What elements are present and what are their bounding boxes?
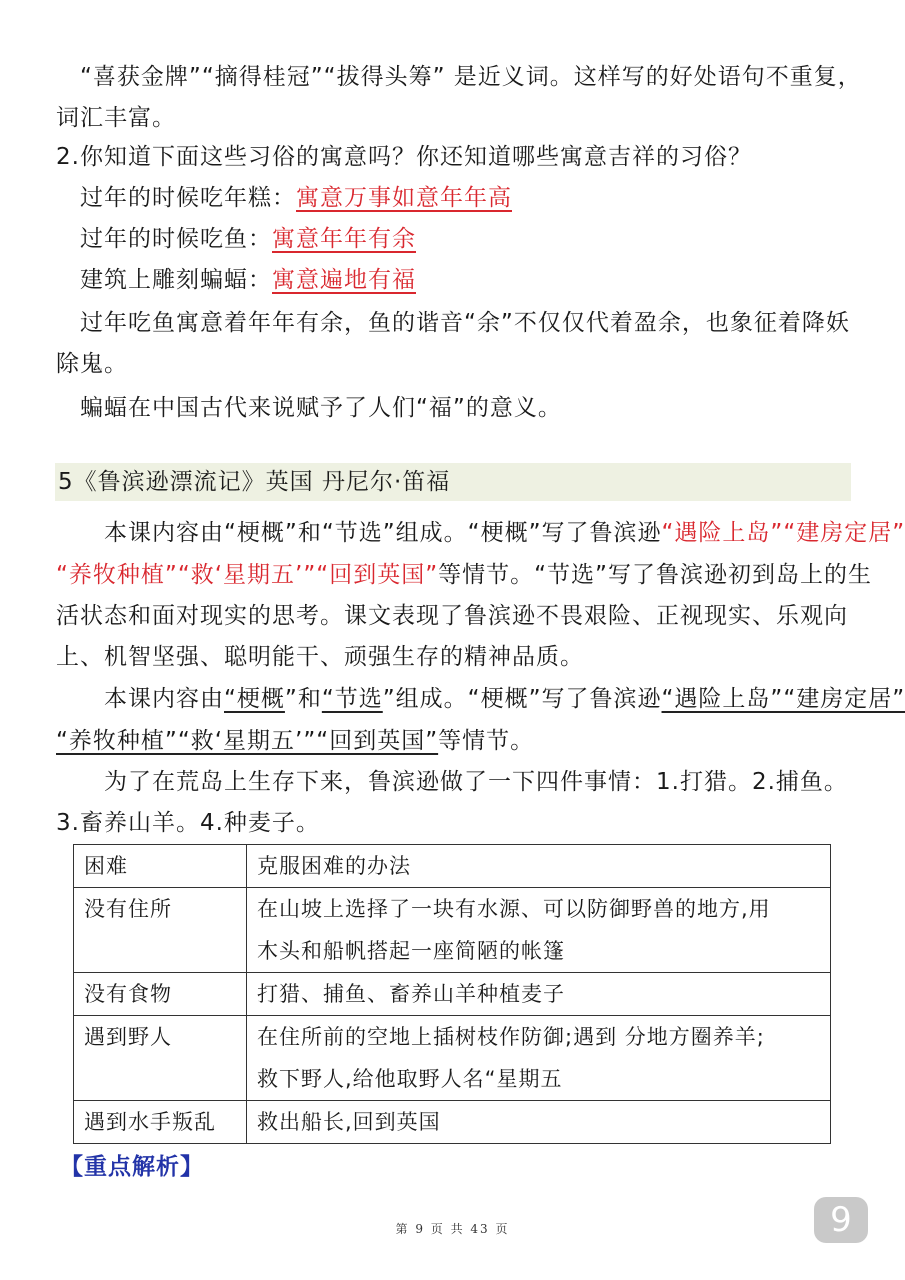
table-row xyxy=(74,1016,831,1101)
fill-blank-line-2 xyxy=(56,724,856,758)
bat-explanation: 蝙蝠在中国古代来说赋予了人们“福”的意义。 xyxy=(80,395,562,421)
page-footer: 第 9 页 共 43 页 xyxy=(395,1222,510,1236)
page-number-badge: 9 xyxy=(814,1197,868,1243)
fill-blank-answer: “遇险上岛”“建房定居” xyxy=(661,686,905,712)
synonym-note-line-1: “喜获金牌”“摘得桂冠”“拔得头筹” 是近义词。这样写的好处语句不重复， xyxy=(80,64,862,90)
lesson-summary-line-2 xyxy=(56,558,872,592)
question-2: 2.你知道下面这些习俗的寓意吗？你还知道哪些寓意吉祥的习俗？ xyxy=(56,144,752,170)
custom-label: 建筑上雕刻蝙蝠： xyxy=(80,267,272,293)
solution-line: 打猎、捕鱼、畜养山羊种植麦子 xyxy=(257,982,565,1006)
table-row xyxy=(74,973,831,1016)
solution-cell xyxy=(247,1016,831,1101)
fill-text: 等情节。 xyxy=(438,728,535,754)
custom-answer: 寓意年年有余 xyxy=(272,226,416,252)
solution-line: 木头和船帆搭起一座简陋的帐篷 xyxy=(257,939,565,963)
custom-answer: 寓意万事如意年年高 xyxy=(296,185,512,211)
custom-label: 过年的时候吃年糕： xyxy=(80,185,296,211)
table-header-row xyxy=(74,845,831,888)
fill-blank-answer: “梗概 xyxy=(224,686,285,712)
summary-text: 等情节。“节选”写了鲁滨逊初到岛上的生 xyxy=(438,562,872,588)
lesson-summary-line-3: 活状态和面对现实的思考。课文表现了鲁滨逊不畏艰险、正视现实、乐观向 xyxy=(56,603,848,629)
fill-text: ”组成。“梗概”写了鲁滨逊 xyxy=(382,686,662,712)
summary-text: 本课内容由“梗概”和“节选”组成。“梗概”写了鲁滨逊 xyxy=(104,520,662,546)
solution-line: 救出船长,回到英国 xyxy=(257,1110,441,1134)
fish-explanation-line-2: 除鬼。 xyxy=(56,351,128,377)
lesson-title: 5《鲁滨逊漂流记》英国 丹尼尔·笛福 xyxy=(58,469,451,495)
table-header-difficulty: 困难 xyxy=(74,845,247,888)
survival-tasks-line-1: 为了在荒岛上生存下来，鲁滨逊做了一下四件事情：1.打猎。2.捕鱼。 xyxy=(104,769,848,795)
custom-item-bat xyxy=(80,263,880,297)
solution-line: 在住所前的空地上插树枝作防御;遇到 分地方圈养羊; xyxy=(257,1025,765,1049)
solution-cell xyxy=(247,888,831,973)
difficulty-cell: 没有食物 xyxy=(74,973,247,1016)
table-header-solution: 克服困难的办法 xyxy=(247,845,831,888)
key-analysis-heading: 【重点解析】 xyxy=(60,1154,204,1180)
fish-explanation-line-1: 过年吃鱼寓意着年年有余，鱼的谐音“余”不仅仅代着盈余，也象征着降妖 xyxy=(80,310,850,336)
custom-item-fish xyxy=(80,222,880,256)
synonym-note-line-2: 词汇丰富。 xyxy=(56,105,176,131)
difficulty-cell: 遇到野人 xyxy=(74,1016,247,1101)
lesson-summary-line-4: 上、机智坚强、聪明能干、顽强生存的精神品质。 xyxy=(56,644,584,670)
lesson-summary-line-1 xyxy=(104,516,905,550)
custom-answer: 寓意遍地有福 xyxy=(272,267,416,293)
difficulty-cell: 没有住所 xyxy=(74,888,247,973)
solution-line: 救下野人,给他取野人名“星期五 xyxy=(257,1067,563,1091)
fill-text: 本课内容由 xyxy=(104,686,224,712)
solution-cell xyxy=(247,973,831,1016)
fill-blank-line-1 xyxy=(104,682,905,716)
solution-cell xyxy=(247,1101,831,1144)
table-row xyxy=(74,1101,831,1144)
survival-tasks-line-2: 3.畜养山羊。4.种麦子。 xyxy=(56,810,320,836)
fill-text: ”和 xyxy=(284,686,322,712)
difficulty-solution-table xyxy=(73,844,831,1144)
custom-label: 过年的时候吃鱼： xyxy=(80,226,272,252)
solution-line: 在山坡上选择了一块有水源、可以防御野兽的地方,用 xyxy=(257,897,771,921)
table-row xyxy=(74,888,831,973)
plot-points-red: “遇险上岛”“建房定居” xyxy=(661,520,905,546)
custom-item-nian-gao xyxy=(80,181,880,215)
fill-blank-answer: “节选 xyxy=(321,686,383,712)
plot-points-red: “养牧种植”“救‘星期五’”“回到英国” xyxy=(56,562,439,588)
fill-blank-answer: “养牧种植”“救‘星期五’”“回到英国” xyxy=(56,728,439,754)
difficulty-cell: 遇到水手叛乱 xyxy=(74,1101,247,1144)
